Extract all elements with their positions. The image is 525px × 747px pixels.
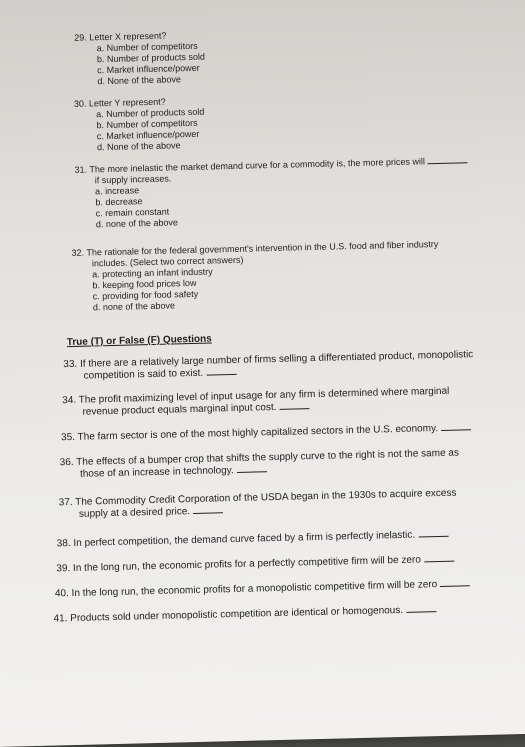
question-29-option-c: c. Market influence/power — [97, 62, 200, 76]
question-39 — [56, 554, 454, 576]
question-31 — [74, 155, 469, 231]
answer-blank[interactable] — [440, 585, 470, 587]
question-40 — [55, 578, 471, 600]
answer-blank[interactable] — [206, 374, 236, 376]
question-31-option-d: d. none of the above — [95, 217, 179, 230]
question-31-stem-continued: if supply increases. — [94, 173, 172, 186]
question-32-option-a: a. protecting an infant industry — [92, 266, 213, 280]
question-36-text-continued: those of an increase in technology. — [79, 465, 234, 480]
answer-blank[interactable] — [418, 536, 448, 538]
question-30-option-b: b. Number of competitors — [96, 117, 198, 131]
question-40-text: 40. In the long run, the economic profits for a monopolistic competitive firm will be zero — [54, 579, 438, 600]
question-29-stem: 29. Letter X represent? — [74, 30, 167, 43]
question-39-text: 39. In the long run, the economic profits for a perfectly competitive firm will be zero — [56, 554, 421, 575]
question-37-text-continued: supply at a desired price. — [78, 506, 191, 520]
question-33-text-continued: competition is said to exist. — [83, 367, 204, 382]
question-37 — [59, 488, 457, 522]
question-38-text: 38. In perfect competition, the demand curve faced by a firm is perfectly inelastic. — [56, 529, 416, 550]
question-29 — [74, 30, 205, 88]
question-32-stem-continued: includes. (Select two correct answers) — [91, 254, 244, 269]
question-34-text-continued: revenue product equals marginal input cost. — [82, 401, 277, 418]
question-36-text: 36. The effects of a bumper crop that shifts the supply curve to the right is not the same as — [59, 447, 460, 469]
question-32-option-b: b. keeping food prices low — [92, 277, 197, 291]
question-31-option-a: a. increase — [94, 185, 140, 197]
question-35-text: 35. The farm sector is one of the most highly capitalized sectors in the U.S. economy. — [60, 423, 439, 444]
question-41-text: 41. Products sold under monopolistic competition are identical or homogenous. — [53, 604, 404, 625]
answer-blank[interactable] — [279, 408, 309, 410]
question-30-option-a: a. Number of products sold — [96, 106, 205, 120]
question-32-option-c: c. providing for food safety — [92, 288, 199, 302]
true-false-heading: True (T) or False (F) Questions — [66, 333, 212, 349]
question-29-option-a: a. Number of competitors — [96, 40, 198, 54]
question-30-stem: 30. Letter Y represent? — [73, 96, 166, 109]
answer-blank[interactable] — [428, 162, 468, 164]
question-32 — [71, 239, 439, 314]
question-32-stem: 32. The rationale for the federal government's intervention in the U.S. food and fiber industry — [71, 238, 439, 258]
question-31-stem: 31. The more inelastic the market demand curve for a commodity is, the more prices will — [74, 156, 426, 175]
answer-blank[interactable] — [406, 611, 436, 613]
question-35 — [61, 422, 471, 444]
question-30-option-d: d. None of the above — [96, 140, 181, 153]
question-29-option-b: b. Number of products sold — [96, 51, 206, 65]
question-31-option-c: c. remain constant — [95, 206, 170, 219]
question-41 — [53, 604, 436, 625]
question-38 — [57, 529, 449, 551]
question-33 — [63, 349, 473, 383]
question-33-text: 33. If there are a relatively large number of firms selling a differentiated product, monopolistic — [63, 349, 474, 371]
question-34-text: 34. The profit maximizing level of input usage for any firm is determined where marginal — [62, 385, 450, 407]
question-30 — [74, 96, 205, 154]
question-36 — [60, 448, 460, 482]
question-32-option-d: d. none of the above — [92, 300, 176, 313]
question-29-option-d: d. None of the above — [97, 74, 182, 87]
answer-blank[interactable] — [193, 512, 223, 514]
question-37-text: 37. The Commodity Credit Corporation of the USDA began in the 1930s to acquire excess — [58, 487, 457, 509]
answer-blank[interactable] — [424, 561, 454, 563]
question-34 — [62, 386, 450, 419]
answer-blank[interactable] — [237, 471, 267, 473]
question-31-option-b: b. decrease — [95, 196, 143, 208]
answer-blank[interactable] — [441, 429, 471, 431]
question-30-option-c: c. Market influence/power — [96, 128, 200, 142]
